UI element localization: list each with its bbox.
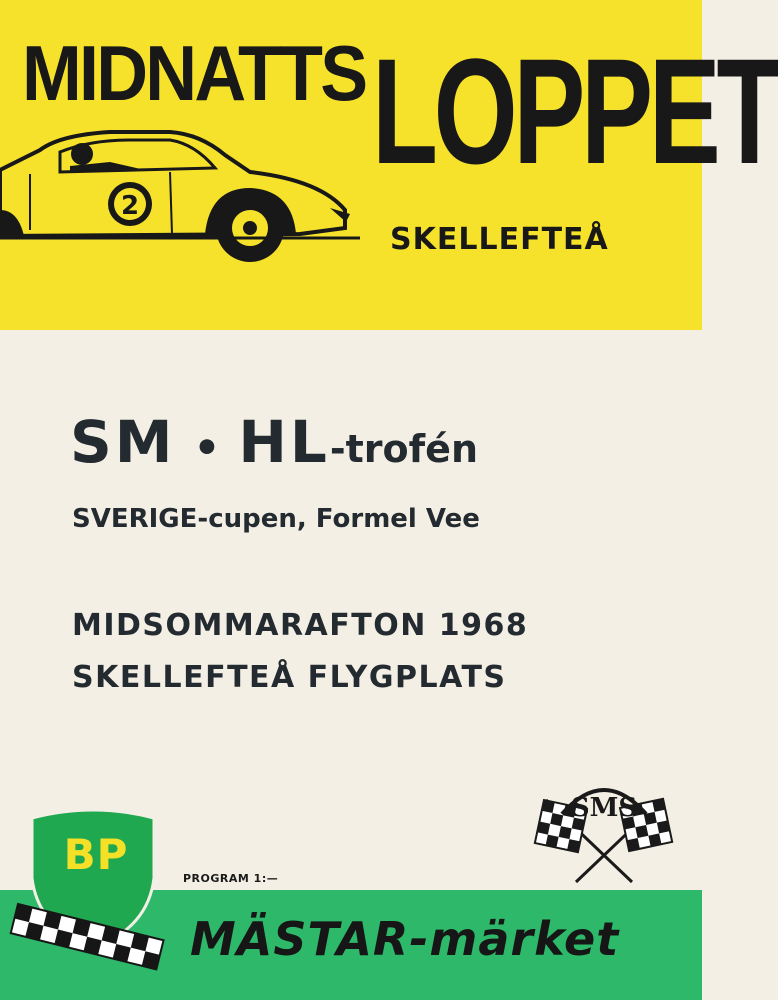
- championship-label: SM: [70, 408, 176, 476]
- bp-letters: BP: [63, 830, 129, 879]
- title-loppet: LOPPET: [372, 27, 778, 195]
- slogan-mastar-market: MÄSTAR-märket: [190, 912, 620, 966]
- race-car-illustration: [0, 110, 360, 270]
- event-headline: [70, 408, 478, 476]
- program-price: PROGRAM 1:—: [183, 872, 279, 885]
- sms-crossed-flags-emblem: [540, 770, 668, 888]
- event-date: MIDSOMMARAFTON 1968: [72, 608, 529, 643]
- sms-letters: SMS: [570, 793, 638, 823]
- trophy-suffix: -trofén: [329, 427, 478, 471]
- cup-line: SVERIGE-cupen, Formel Vee: [72, 504, 480, 534]
- header-city: SKELLEFTEÅ: [390, 222, 609, 257]
- separator-dot: •: [193, 423, 221, 472]
- event-venue: SKELLEFTEÅ FLYGPLATS: [72, 660, 507, 695]
- trophy-bold: HL: [238, 408, 330, 476]
- title-midnatts: MIDNATTS: [22, 29, 366, 117]
- car-number: 2: [120, 191, 140, 221]
